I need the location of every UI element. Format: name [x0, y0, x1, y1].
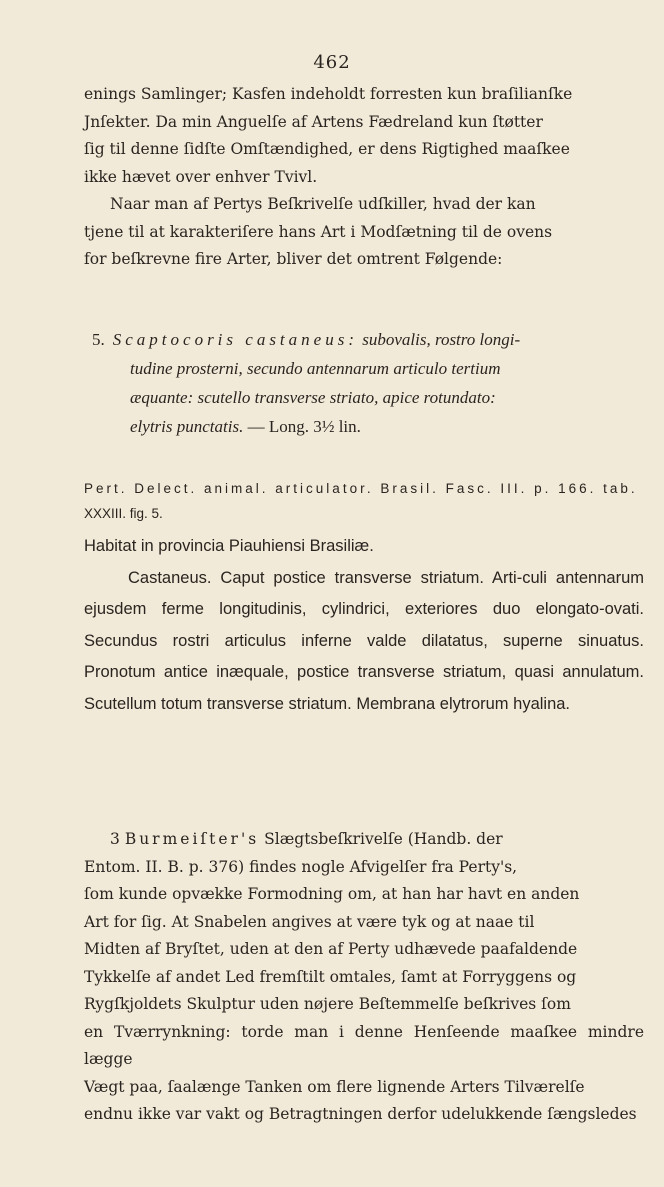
- text-line: enings Samlinger; Kasfen indeholdt forresten kun braſilianſke: [84, 85, 573, 103]
- author-name: Burmeiſter's: [124, 830, 260, 848]
- diagnosis-line: æquante: scutello transverse striato, apice rotundato:: [130, 388, 496, 407]
- text-fragment: Slægtsbeſkrivelſe (Handb. der: [264, 830, 503, 848]
- text-line: Rygſkjoldets Skulptur uden nøjere Beſtemmelſe beſkrives ſom: [84, 995, 571, 1013]
- species-name: Scaptocoris castaneus:: [112, 330, 358, 349]
- text-line: en Tværrynkning: torde man i denne Henſeende maaſkee mindre lægge: [84, 1022, 644, 1068]
- diagnosis-line: [84, 412, 644, 441]
- species-diagnosis: [84, 325, 644, 441]
- text-line: [84, 826, 644, 854]
- citation: [84, 476, 644, 526]
- entry-number: 5.: [92, 330, 105, 349]
- text-line: Midten af Bryſtet, uden at den af Perty udhævede paafaldende: [84, 940, 578, 958]
- citation-line: Pert. Delect. animal. articulator. Brasil. Fasc. III. p. 166. tab.: [84, 481, 638, 496]
- text-fragment: 3: [110, 830, 120, 848]
- text-line: ſig til denne ſidſte Omſtændighed, er dens Rigtighed maaſkee: [84, 140, 570, 158]
- diagnosis-line: tudine prosterni, secundo antennarum articulo tertium: [130, 359, 501, 378]
- text-line: Jnſekter. Da min Anguelſe af Artens Fædreland kun ſtøtter: [84, 112, 543, 131]
- text-line: Vægt paa, ſaalænge Tanken om flere lignende Arters Tilværelſe: [84, 1077, 585, 1096]
- text-line: Art for ſig. At Snabelen angives at være tyk og at naae til: [84, 912, 535, 931]
- diagnosis-line: subovalis, rostro longi-: [362, 330, 521, 349]
- text-line: for beſkrevne fire Arter, bliver det omtrent Følgende:: [84, 250, 503, 268]
- text-line: Entom. II. B. p. 376) findes nogle Afvigelſer fra Perty's,: [84, 857, 518, 876]
- latin-description: [84, 531, 644, 720]
- habitat-line: Habitat in provincia Piauhiensi Brasiliæ.: [84, 537, 374, 555]
- text-line: Naar man af Pertys Beſkrivelſe udſkiller, hvad der kan: [110, 195, 536, 213]
- description-text: Castaneus. Caput postice transverse striatum. Arti-culi antennarum ejusdem ferme longitudinis, cylindrici, exteriores duo elongato-ovati. Secundus rostri articulus inferne valde dilatatus, superne sinuatus. Pronotum antice inæquale, postice transverse striatum, quasi annulatum. Scutellum totum transverse striatum. Membrana elytrorum hyalina.: [84, 568, 644, 713]
- text-line: ſom kunde opvække Formodning om, at han har havt en anden: [84, 885, 580, 903]
- length-measure: — Long. 3½ lin.: [247, 417, 361, 436]
- text-line: ikke hævet over enhver Tvivl.: [84, 167, 318, 186]
- text-line: tjene til at karakteriſere hans Art i Modſætning til de ovens: [84, 222, 553, 241]
- page-number: 462: [313, 52, 351, 73]
- intro-paragraph: [84, 81, 644, 274]
- closing-paragraph: [84, 826, 644, 1129]
- text-line: endnu ikke var vakt og Betragtningen derfor udelukkende ſængsledes: [84, 1105, 637, 1123]
- text-line: Tykkelſe af andet Led fremſtilt omtales, ſamt at Forryggens og: [84, 967, 577, 986]
- citation-line: XXXIII. fig. 5.: [84, 506, 163, 521]
- diagnosis-elytra: elytris punctatis.: [130, 417, 244, 436]
